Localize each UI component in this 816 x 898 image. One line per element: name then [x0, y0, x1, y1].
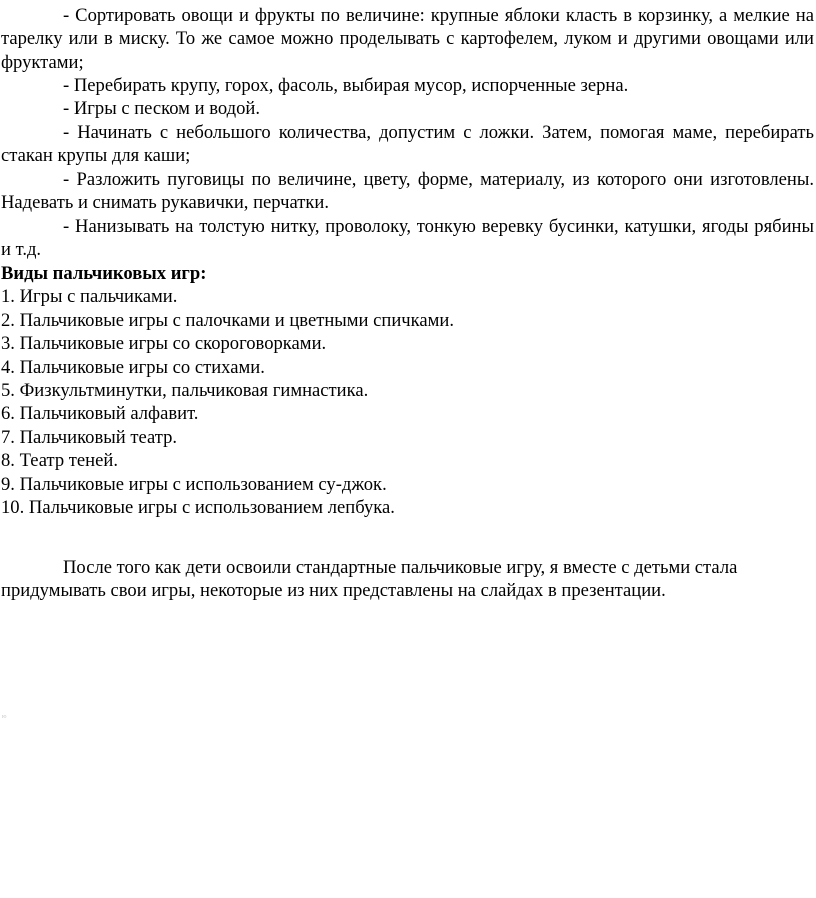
list-item: 7. Пальчиковый театр. — [1, 427, 178, 448]
bullet-paragraph-grain: - Перебирать крупу, горох, фасоль, выбирая мусор, испорченные зерна. — [63, 75, 629, 96]
list-item: 8. Театр теней. — [1, 450, 118, 471]
list-item: 5. Физкультминутки, пальчиковая гимнастика. — [1, 380, 369, 401]
bullet-paragraph-sand: - Игры с песком и водой. — [63, 98, 260, 119]
stray-mark: ю — [2, 714, 7, 720]
list-item: 9. Пальчиковые игры с использованием су-джок. — [1, 474, 387, 495]
closing-paragraph: После того как дети освоили стандартные пальчиковые игру, я вместе с детьми стала придумывать свои игры, некоторые из них представлены на слайдах в презентации. — [1, 557, 738, 602]
bullet-paragraph-spoon: - Начинать с небольшого количества, допустим с ложки. Затем, помогая маме, перебирать стакан крупы для каши; — [1, 122, 814, 167]
list-item: 3. Пальчиковые игры со скороговорками. — [1, 333, 327, 354]
list-item: 2. Пальчиковые игры с палочками и цветными спичками. — [1, 310, 455, 331]
list-item: 10. Пальчиковые игры с использованием лепбука. — [1, 497, 395, 518]
list-item: 1. Игры с пальчиками. — [1, 286, 178, 307]
section-heading: Виды пальчиковых игр: — [1, 263, 207, 284]
bullet-paragraph-beads: - Нанизывать на толстую нитку, проволоку, тонкую веревку бусинки, катушки, ягоды рябины и т.д. — [1, 216, 814, 261]
list-item: 6. Пальчиковый алфавит. — [1, 403, 199, 424]
bullet-paragraph-buttons: - Разложить пуговицы по величине, цвету, форме, материалу, из которого они изготовлены. Надевать и снимать рукавички, перчатки. — [1, 169, 814, 214]
list-item: 4. Пальчиковые игры со стихами. — [1, 357, 265, 378]
bullet-paragraph-sort: - Сортировать овощи и фрукты по величине: крупные яблоки класть в корзинку, а мелкие на тарелку или в миску. То же самое можно проделывать с картофелем, луком и другими овощами или фруктами; — [1, 5, 814, 73]
